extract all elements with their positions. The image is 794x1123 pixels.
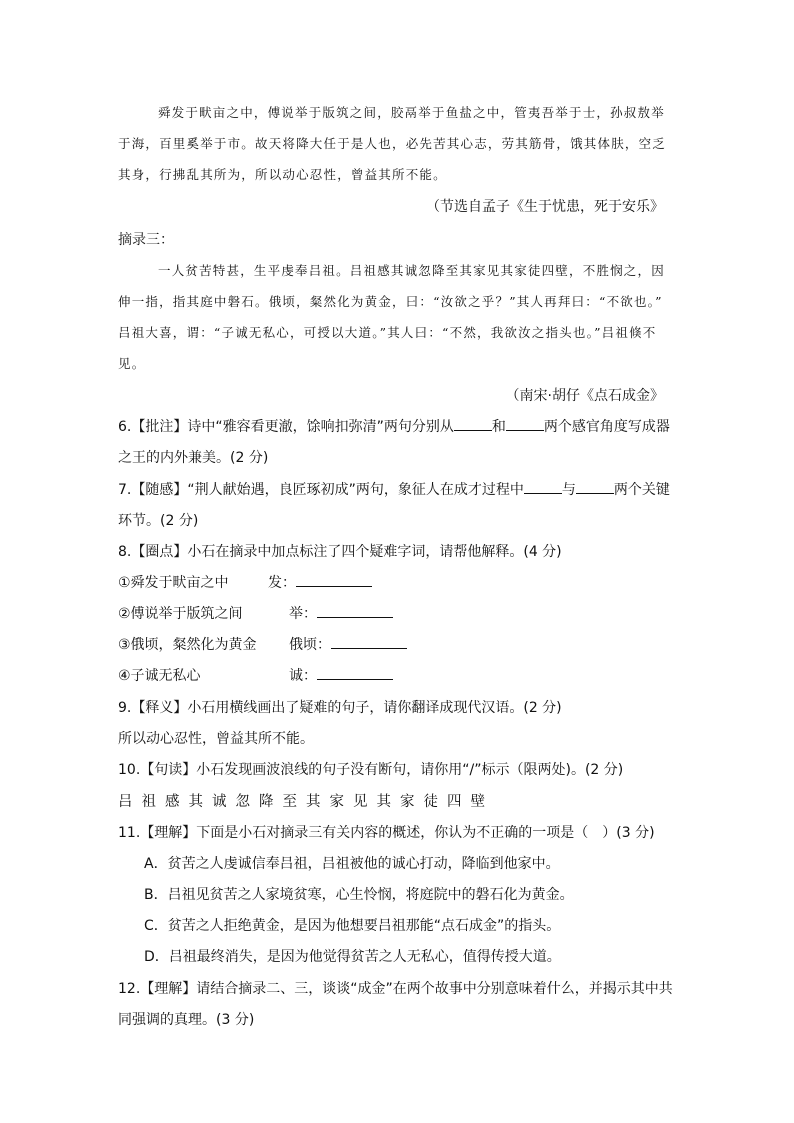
- question-7-text-a: 7.【随感】“荆人献始遇，良匠琢初成”两句，象征人在成才过程中: [118, 482, 524, 498]
- question-8-item-4-word: 诚：: [289, 668, 317, 684]
- question-9-sentence: 所以动心忍性，曾益其所不能。: [118, 731, 314, 747]
- question-8-item-1-sentence: ①舜发于畎亩之中: [118, 575, 229, 591]
- excerpt3-line-4: 见。: [118, 356, 146, 371]
- question-12-line-1: 12.【理解】请结合摘录二、三，谈谈“成金”在两个故事中分别意味着什么，并揭示其中共: [118, 981, 673, 997]
- question-11-option-a[interactable]: A．贫苦之人虔诚信奉吕祖，吕祖被他的诚心打动，降临到他家中。: [144, 856, 560, 872]
- question-8-item-3-blank[interactable]: [331, 634, 407, 649]
- question-8-item-4-answer: [289, 665, 393, 685]
- question-9-stem: 9.【释义】小石用横线画出了疑难的句子，请你翻译成现代汉语。(2 分): [118, 700, 562, 716]
- question-11-option-d[interactable]: D．吕祖最终消失，是因为他觉得贫苦之人无私心，值得传授大道。: [144, 949, 561, 965]
- question-11-option-c[interactable]: C．贫苦之人拒绝黄金，是因为他想要吕祖那能“点石成金”的指头。: [144, 918, 561, 934]
- question-6-text-b: 和: [491, 419, 506, 435]
- question-7-blank-2[interactable]: [576, 479, 614, 494]
- excerpt2-line-1: 舜发于畎亩之中，傅说举于版筑之间，胶鬲举于鱼盐之中，管夷吾举于士，孙叔敖举: [158, 105, 665, 120]
- question-8-stem: 8.【圈点】小石在摘录中加点标注了四个疑难字词，请帮他解释。(4 分): [118, 544, 562, 560]
- excerpt3-heading: 摘录三：: [118, 232, 174, 248]
- question-8-item-4-blank[interactable]: [317, 665, 393, 680]
- question-6-continued: 之王的内外兼美。(2 分): [118, 450, 269, 466]
- question-7: [118, 479, 670, 499]
- excerpt3-line-1: 一人贫苦特甚，生平虔奉吕祖。吕祖感其诚忽降至其家见其家徒四壁，不胜悯之，因: [158, 263, 665, 278]
- question-7-blank-1[interactable]: [524, 479, 562, 494]
- question-6-text-a: 6.【批注】诗中“雅容看更澈，馀响扣弥清”两句分别从: [118, 419, 454, 435]
- question-8-item-2-sentence: ②傅说举于版筑之间: [118, 606, 243, 622]
- question-6-text-c: 两个感官角度写成器: [543, 419, 670, 435]
- question-8-item-2-answer: [289, 603, 393, 623]
- question-11-option-b[interactable]: B．吕祖见贫苦之人家境贫寒，心生怜悯，将庭院中的磐石化为黄金。: [144, 887, 574, 903]
- question-12-line-2: 同强调的真理。(3 分): [118, 1012, 255, 1028]
- question-7-continued: 环节。(2 分): [118, 513, 199, 529]
- question-8-item-3-word: 俄顷：: [289, 637, 331, 653]
- question-6-blank-2[interactable]: [506, 416, 544, 431]
- excerpt2-source: （节选自孟子《生于忧患，死于安乐》: [426, 199, 664, 215]
- excerpt2-line-2: 于海，百里奚举于市。故天将降大任于是人也，必先苦其心志，劳其筋骨，饿其体肤，空乏: [118, 136, 667, 151]
- question-11-stem: 11.【理解】下面是小石对摘录三有关内容的概述，你认为不正确的一项是（ ）(3 分): [118, 825, 655, 841]
- question-10-stem: 10.【句读】小石发现画波浪线的句子没有断句，请你用“/”标示（限两处)。(2 分): [118, 762, 624, 778]
- question-7-text-b: 与: [561, 482, 576, 498]
- question-8-item-1-blank[interactable]: [296, 572, 372, 587]
- excerpt3-line-3: 吕祖大喜，谓：“子诚无私心，可授以大道。”其人曰：“不然，我欲汝之指头也。”吕祖倏不: [118, 325, 657, 340]
- question-8-item-4-sentence: ④子诚无私心: [118, 668, 201, 684]
- excerpt3-source: （南宋·胡仔《点石成金》: [505, 388, 664, 404]
- question-8-item-1-word: 发：: [268, 575, 296, 591]
- question-10-sentence: 吕祖感其诚忽降至其家见其家徒四壁: [118, 794, 494, 810]
- question-8-item-2-word: 举：: [289, 606, 317, 622]
- question-8-item-3-sentence: ③俄顷，粲然化为黄金: [118, 637, 257, 653]
- question-6-blank-1[interactable]: [454, 416, 492, 431]
- question-6: [118, 416, 670, 436]
- question-7-text-c: 两个关键: [613, 482, 670, 498]
- question-8-item-2-blank[interactable]: [317, 603, 393, 618]
- question-8-item-1-answer: [268, 572, 372, 592]
- excerpt2-line-3: 其身，行拂乱其所为，所以动心忍性，曾益其所不能。: [118, 167, 447, 182]
- excerpt3-line-2: 伸一指，指其庭中磐石。俄顷，粲然化为黄金，曰：“汝欲之乎？”其人再拜曰：“不欲也。”: [118, 294, 663, 309]
- question-8-item-3-answer: [289, 634, 407, 654]
